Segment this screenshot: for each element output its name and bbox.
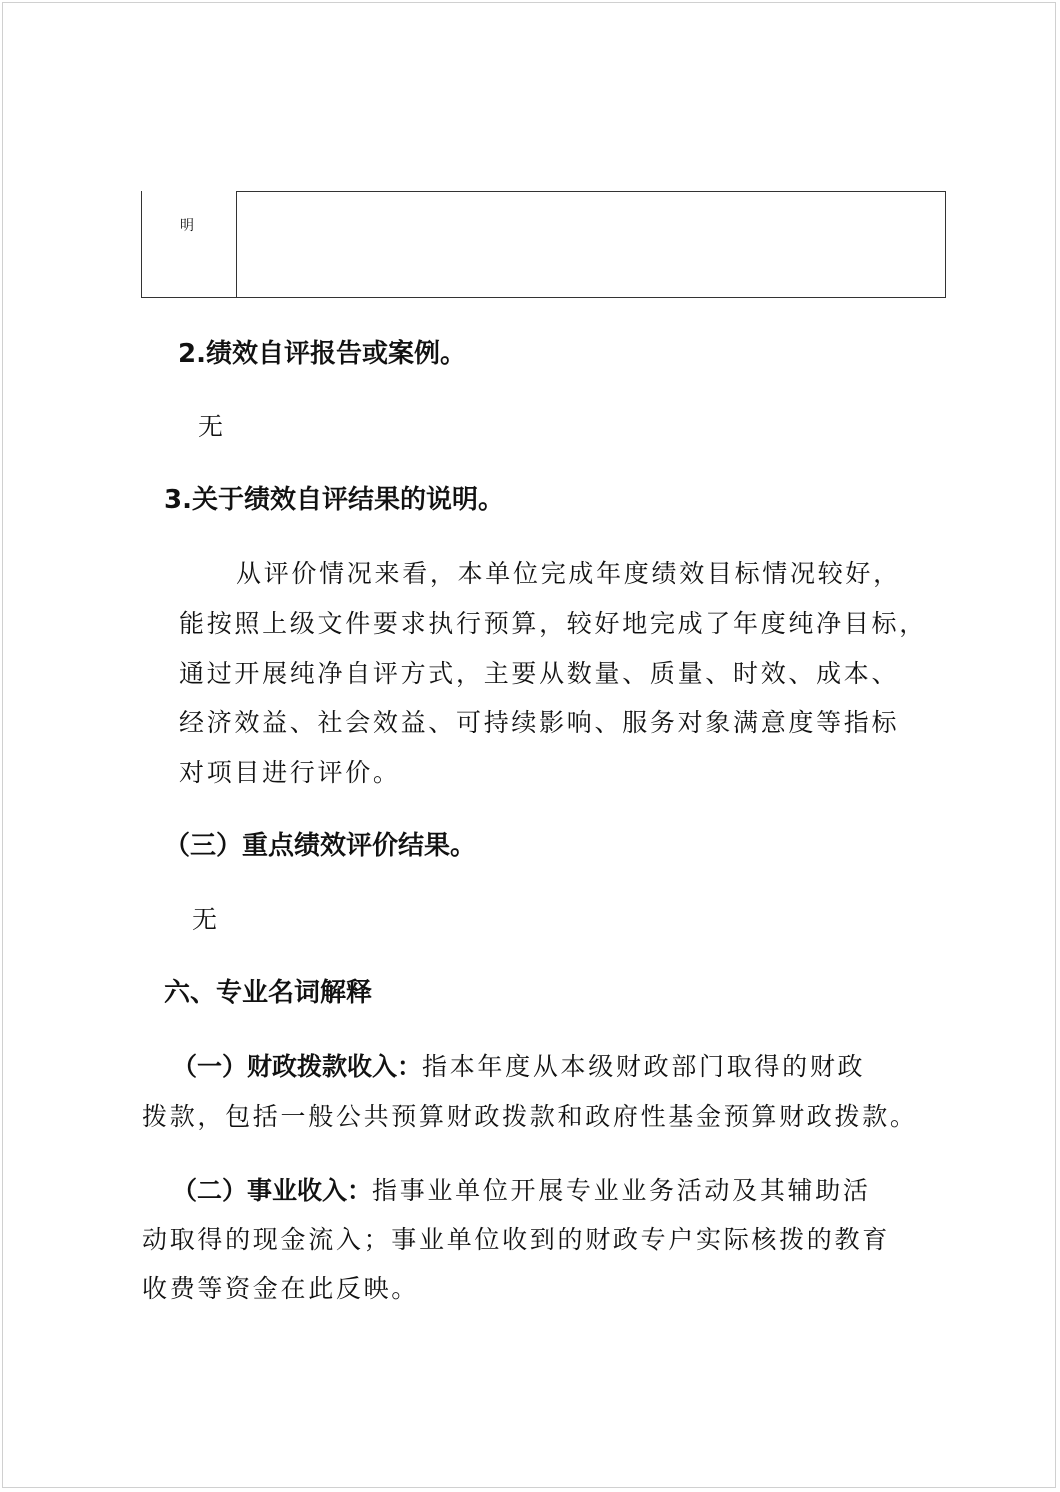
terms-heading: 六、专业名词解释 <box>164 978 373 1008</box>
term-label: （二）事业收入： <box>172 1176 373 1205</box>
section-3-line: 从评价情况来看，本单位完成年度绩效目标情况较好， <box>236 559 901 588</box>
section-2-content: 无 <box>198 412 224 441</box>
table-fragment <box>141 191 946 298</box>
term-definition-line: 指本年度从本级财政部门取得的财政 <box>422 1052 866 1081</box>
table-top-line <box>236 191 945 192</box>
section-3-heading: 3.关于绩效自评结果的说明。 <box>164 485 504 515</box>
section-3-line: 通过开展纯净自评方式，主要从数量、质量、时效、成本、 <box>179 659 900 688</box>
term-label: （一）财政拨款收入： <box>172 1052 423 1081</box>
table-column-divider <box>236 191 237 297</box>
term-definition-line: 指事业单位开展专业业务活动及其辅助活 <box>372 1176 871 1205</box>
term-item-fiscal <box>172 1052 865 1082</box>
key-eval-heading: （三）重点绩效评价结果。 <box>164 831 477 861</box>
table-label-cell: 明 <box>180 218 194 234</box>
section-3-line: 能按照上级文件要求执行预算，较好地完成了年度纯净目标， <box>179 609 927 638</box>
section-3-line: 经济效益、社会效益、可持续影响、服务对象满意度等指标 <box>179 708 900 737</box>
term-definition-line: 收费等资金在此反映。 <box>142 1274 420 1303</box>
term-item-business <box>172 1176 871 1206</box>
key-eval-content: 无 <box>192 905 218 934</box>
term-definition-line: 动取得的现金流入；事业单位收到的财政专户实际核拨的教育 <box>142 1225 890 1254</box>
term-definition-line: 拨款，包括一般公共预算财政拨款和政府性基金预算财政拨款。 <box>142 1102 918 1131</box>
section-2-heading: 2.绩效自评报告或案例。 <box>178 339 466 369</box>
section-3-line: 对项目进行评价。 <box>179 758 401 787</box>
